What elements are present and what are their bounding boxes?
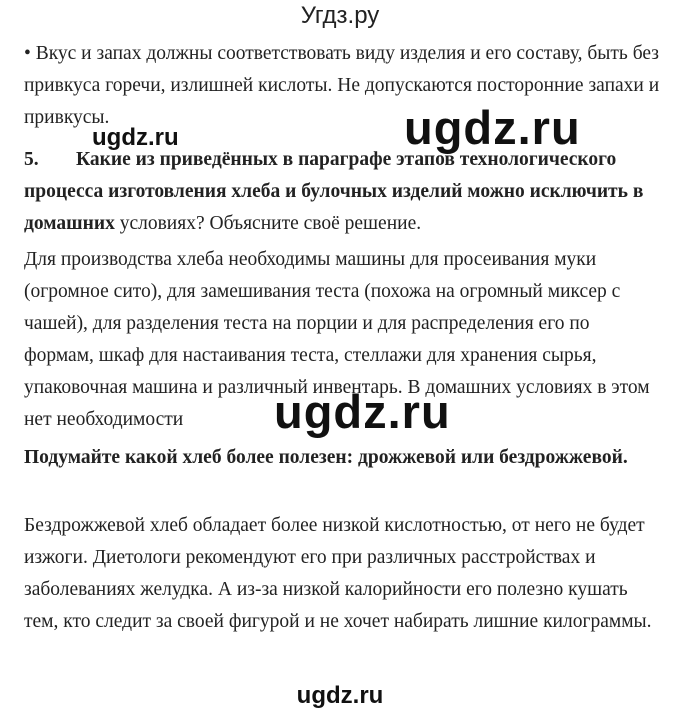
watermark-big-middle: ugdz.ru <box>274 385 451 438</box>
site-title: Угдз.ру <box>300 2 380 29</box>
watermark-big-top: ugdz.ru <box>404 101 581 154</box>
question-5 <box>24 144 664 240</box>
answer-6: Бездрожжевой хлеб обладает более низкой кислотностью, от него не будет изжоги. Диетологи рекомендуют его при различных расстройствах и заболеваниях желудка. А из-за низкой калорийности его полезно кушать тем, кто следит за своей фигурой и не хочет набирать лишние килограммы. <box>24 515 652 632</box>
question-5-bold: Какие из приведённых в параграфе этапов технологического процесса изготовления хлеба и булочных изделий можно исключить в домашних <box>24 149 644 234</box>
watermark-small: ugdz.ru <box>92 124 179 151</box>
footer-watermark: ugdz.ru <box>296 682 384 709</box>
paragraph-taste-requirements: • Вкус и запах должны соответствовать виду изделия и его составу, быть без привкуса горечи, излишней кислоты. Не допускаются посторонние запахи и привкусы. <box>24 43 660 128</box>
question-number: 5. <box>24 149 39 170</box>
question-5-rest: условиях? Объясните своё решение. <box>114 213 422 234</box>
answer-5: Для производства хлеба необходимы машины для просеивания муки (огромное сито), для замешивания теста (похожа на огромный миксер с чашей), для разделения теста на порции и для распределения его по формам, шкаф для настаивания теста, стеллажи для хранения сырья, упаковочная машина и различный инвентарь. В домашних условиях в этом нет необходимости <box>24 249 650 430</box>
question-6: Подумайте какой хлеб более полезен: дрожжевой или бездрожжевой. <box>24 447 628 468</box>
